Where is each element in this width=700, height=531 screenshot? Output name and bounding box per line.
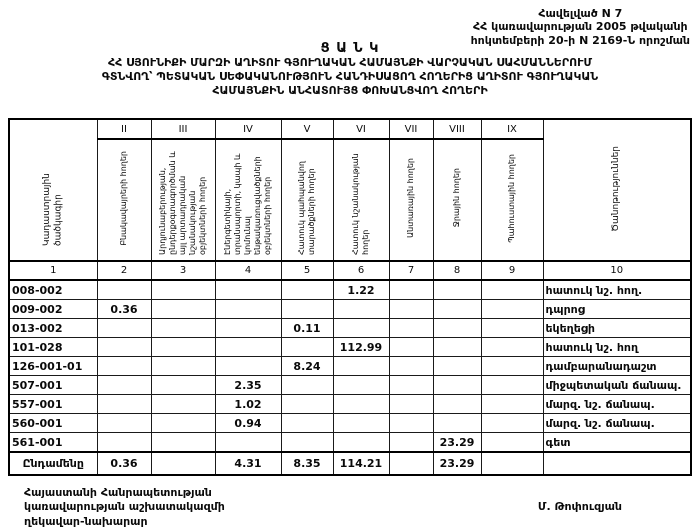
area-value-cell bbox=[333, 319, 389, 338]
column-header-cell bbox=[389, 139, 433, 261]
area-value-cell bbox=[333, 300, 389, 319]
annex-line: հոկտեմբերի 20-ի N 2169-Ն որոշման bbox=[470, 33, 690, 47]
area-value-cell bbox=[97, 280, 151, 300]
note-cell: մարզ. նշ. ճանապ. bbox=[543, 414, 691, 433]
table-row bbox=[9, 433, 691, 453]
document-subtitle bbox=[0, 56, 700, 98]
total-row bbox=[9, 452, 691, 475]
area-value-cell bbox=[97, 395, 151, 414]
area-value-cell bbox=[481, 338, 543, 357]
code-column-header-cell bbox=[9, 119, 97, 261]
area-value-cell bbox=[151, 376, 215, 395]
area-value-cell: 112.99 bbox=[333, 338, 389, 357]
area-value-cell bbox=[151, 395, 215, 414]
column-numeral: IV bbox=[215, 119, 281, 139]
area-value-cell bbox=[151, 338, 215, 357]
area-value-cell bbox=[215, 300, 281, 319]
area-value-cell bbox=[281, 280, 333, 300]
total-value-cell: 0.36 bbox=[97, 452, 151, 475]
note-cell: միջպետական ճանապ. bbox=[543, 376, 691, 395]
column-numeral: II bbox=[97, 119, 151, 139]
area-value-cell bbox=[389, 300, 433, 319]
total-value-cell: 114.21 bbox=[333, 452, 389, 475]
table-row bbox=[9, 414, 691, 433]
column-numeral: IX bbox=[481, 119, 543, 139]
area-value-cell bbox=[151, 414, 215, 433]
area-value-cell bbox=[215, 280, 281, 300]
signatory-title-line: Հայաստանի Հանրապետության bbox=[24, 486, 212, 499]
area-value-cell bbox=[151, 433, 215, 453]
area-value-cell bbox=[433, 395, 481, 414]
area-value-cell bbox=[281, 433, 333, 453]
area-value-cell bbox=[389, 357, 433, 376]
table-row bbox=[9, 338, 691, 357]
parcel-code-cell: 126-001-01 bbox=[9, 357, 97, 376]
area-value-cell bbox=[151, 357, 215, 376]
area-value-cell: 0.11 bbox=[281, 319, 333, 338]
column-numeral: VI bbox=[333, 119, 389, 139]
area-value-cell bbox=[433, 280, 481, 300]
parcel-code-cell: 557-001 bbox=[9, 395, 97, 414]
parcel-code-cell: 101-028 bbox=[9, 338, 97, 357]
parcel-code-cell: 009-002 bbox=[9, 300, 97, 319]
note-cell: դամբարանադաշտ bbox=[543, 357, 691, 376]
area-value-cell bbox=[97, 376, 151, 395]
total-value-cell: 23.29 bbox=[433, 452, 481, 475]
table-row bbox=[9, 300, 691, 319]
parcel-code-cell: 013-002 bbox=[9, 319, 97, 338]
area-value-cell bbox=[481, 395, 543, 414]
area-value-cell bbox=[433, 319, 481, 338]
parcel-code-cell: 008-002 bbox=[9, 280, 97, 300]
area-value-cell bbox=[97, 433, 151, 453]
note-cell: եկեղեցի bbox=[543, 319, 691, 338]
area-value-cell bbox=[333, 414, 389, 433]
area-value-cell bbox=[481, 414, 543, 433]
column-number: 9 bbox=[481, 261, 543, 280]
area-value-cell: 1.02 bbox=[215, 395, 281, 414]
note-cell: հատուկ նշ. հող. bbox=[543, 280, 691, 300]
area-value-cell bbox=[389, 319, 433, 338]
note-cell: հատուկ նշ. հող bbox=[543, 338, 691, 357]
area-value-cell bbox=[433, 357, 481, 376]
notes-column-header-cell bbox=[543, 119, 691, 261]
area-value-cell bbox=[481, 357, 543, 376]
total-value-cell bbox=[481, 452, 543, 475]
subtitle-line: ՀԱՄԱՅՆՔԻՆ ԱՆՀԱՏՈՒՅՑ ՓՈԽԱՆՑՎՈՂ ՀՈՂԵՐԻ bbox=[212, 84, 488, 98]
subtitle-line: ԳՏՆՎՈՂ՝ ՊԵՏԱԿԱՆ ՍԵՓԱԿԱՆՈՒԹՅՈՒՆ ՀԱՆԴԻՍԱՑՈՂ ՀՈՂԵՐԻՑ ԱՂԻՏՈՒ ԳՅՈՒՂԱԿԱՆ bbox=[101, 70, 599, 84]
area-value-cell bbox=[281, 300, 333, 319]
column-number: 5 bbox=[281, 261, 333, 280]
area-value-cell bbox=[215, 319, 281, 338]
area-value-cell bbox=[389, 414, 433, 433]
area-value-cell bbox=[97, 338, 151, 357]
area-value-cell: 0.94 bbox=[215, 414, 281, 433]
column-header-label: Անտառային հողեր bbox=[406, 158, 415, 238]
notes-column-header: Ծանոթություններ bbox=[611, 145, 622, 232]
area-value-cell bbox=[333, 433, 389, 453]
column-number: 8 bbox=[433, 261, 481, 280]
column-number: 3 bbox=[151, 261, 215, 280]
area-value-cell bbox=[481, 319, 543, 338]
area-value-cell bbox=[433, 414, 481, 433]
area-value-cell bbox=[481, 376, 543, 395]
area-value-cell bbox=[97, 414, 151, 433]
column-header-cell bbox=[281, 139, 333, 261]
total-value-cell bbox=[389, 452, 433, 475]
document-title: Ց Ա Ն Կ bbox=[320, 41, 380, 56]
area-value-cell bbox=[151, 319, 215, 338]
note-cell bbox=[543, 452, 691, 475]
column-header-cell bbox=[333, 139, 389, 261]
column-header-label: Բնակավայրերի հողեր bbox=[119, 150, 128, 246]
area-value-cell bbox=[333, 357, 389, 376]
signatory-title-line: ղեկավար-նախարար bbox=[24, 514, 148, 528]
signature-block bbox=[0, 486, 700, 529]
area-value-cell bbox=[433, 300, 481, 319]
area-value-cell bbox=[481, 433, 543, 453]
area-value-cell bbox=[481, 280, 543, 300]
area-value-cell bbox=[389, 338, 433, 357]
area-value-cell bbox=[215, 338, 281, 357]
area-value-cell bbox=[433, 338, 481, 357]
code-column-header: Կադաստրային ծածկագիր bbox=[42, 172, 64, 246]
total-label: Ընդամենը bbox=[9, 452, 97, 475]
note-cell: դպրոց bbox=[543, 300, 691, 319]
table-row bbox=[9, 376, 691, 395]
table-row bbox=[9, 395, 691, 414]
area-value-cell bbox=[151, 300, 215, 319]
area-value-cell: 1.22 bbox=[333, 280, 389, 300]
column-header-cell bbox=[97, 139, 151, 261]
area-value-cell bbox=[433, 376, 481, 395]
area-value-cell bbox=[481, 300, 543, 319]
parcel-code-cell: 561-001 bbox=[9, 433, 97, 453]
total-value-cell bbox=[151, 452, 215, 475]
column-number-row bbox=[9, 261, 691, 280]
column-numeral: III bbox=[151, 119, 215, 139]
column-header-cell bbox=[215, 139, 281, 261]
column-header-label: Պահուստային հողեր bbox=[507, 153, 516, 243]
area-value-cell bbox=[281, 395, 333, 414]
column-numeral: V bbox=[281, 119, 333, 139]
note-cell: մարզ. նշ. ճանապ. bbox=[543, 395, 691, 414]
area-value-cell bbox=[333, 376, 389, 395]
annex-line: Հավելված N 7 bbox=[538, 7, 623, 20]
area-value-cell bbox=[215, 357, 281, 376]
column-header-label: Էներգետիկայի, տրանսպորտի, կապի և կոմունալ ենթակառուցվածքների օբյեկտների հողեր bbox=[223, 153, 272, 255]
column-number: 1 bbox=[9, 261, 97, 280]
area-value-cell bbox=[151, 280, 215, 300]
total-value-cell: 4.31 bbox=[215, 452, 281, 475]
area-value-cell bbox=[333, 395, 389, 414]
area-value-cell bbox=[389, 433, 433, 453]
area-value-cell bbox=[389, 395, 433, 414]
column-header-label: Արդյունաբերության, ընդերքօգտագործման և այլ արտադրական նշանակության օբյեկտների հողեր bbox=[158, 151, 207, 255]
table-row bbox=[9, 280, 691, 300]
area-value-cell bbox=[281, 376, 333, 395]
column-header-cell bbox=[481, 139, 543, 261]
column-number: 2 bbox=[97, 261, 151, 280]
total-value-cell: 8.35 bbox=[281, 452, 333, 475]
column-number: 6 bbox=[333, 261, 389, 280]
column-numeral: VII bbox=[389, 119, 433, 139]
note-cell: գետ bbox=[543, 433, 691, 453]
land-transfer-table bbox=[8, 118, 692, 476]
column-numeral: VIII bbox=[433, 119, 481, 139]
column-number: 4 bbox=[215, 261, 281, 280]
column-header-cell bbox=[433, 139, 481, 261]
area-value-cell bbox=[97, 357, 151, 376]
area-value-cell bbox=[215, 433, 281, 453]
area-value-cell bbox=[97, 319, 151, 338]
column-header-cell bbox=[151, 139, 215, 261]
parcel-code-cell: 507-001 bbox=[9, 376, 97, 395]
column-number: 10 bbox=[543, 261, 691, 280]
column-number: 7 bbox=[389, 261, 433, 280]
area-value-cell: 0.36 bbox=[97, 300, 151, 319]
area-value-cell bbox=[389, 376, 433, 395]
annex-line: ՀՀ կառավարության 2005 թվականի bbox=[473, 20, 688, 34]
table-row bbox=[9, 357, 691, 376]
column-header-label: Հատուկ նշանակության հողեր bbox=[351, 153, 370, 255]
subtitle-line: ՀՀ ՍՅՈՒՆԻՔԻ ՄԱՐԶԻ ԱՂԻՏՈՒ ԳՅՈՒՂԱԿԱՆ ՀԱՄԱՅՆՔԻ ՎԱՐՉԱԿԱՆ ՍԱՀՄԱՆՆԵՐՈՒՄ bbox=[107, 56, 593, 69]
column-header-label: Հատուկ պահպանվող տարածքների հողեր bbox=[297, 161, 316, 255]
area-value-cell bbox=[281, 338, 333, 357]
parcel-code-cell: 560-001 bbox=[9, 414, 97, 433]
area-value-cell: 2.35 bbox=[215, 376, 281, 395]
column-header-label: Ջրային հողեր bbox=[452, 168, 461, 228]
signatory-title-line: կառավարության աշխատակազմի bbox=[24, 500, 225, 514]
signatory-name: Մ. Թոփուզյան bbox=[537, 500, 622, 514]
numeral-row bbox=[9, 119, 691, 139]
area-value-cell: 23.29 bbox=[433, 433, 481, 453]
area-value-cell: 8.24 bbox=[281, 357, 333, 376]
area-value-cell bbox=[281, 414, 333, 433]
table-row bbox=[9, 319, 691, 338]
area-value-cell bbox=[389, 280, 433, 300]
signatory-title bbox=[24, 486, 225, 529]
